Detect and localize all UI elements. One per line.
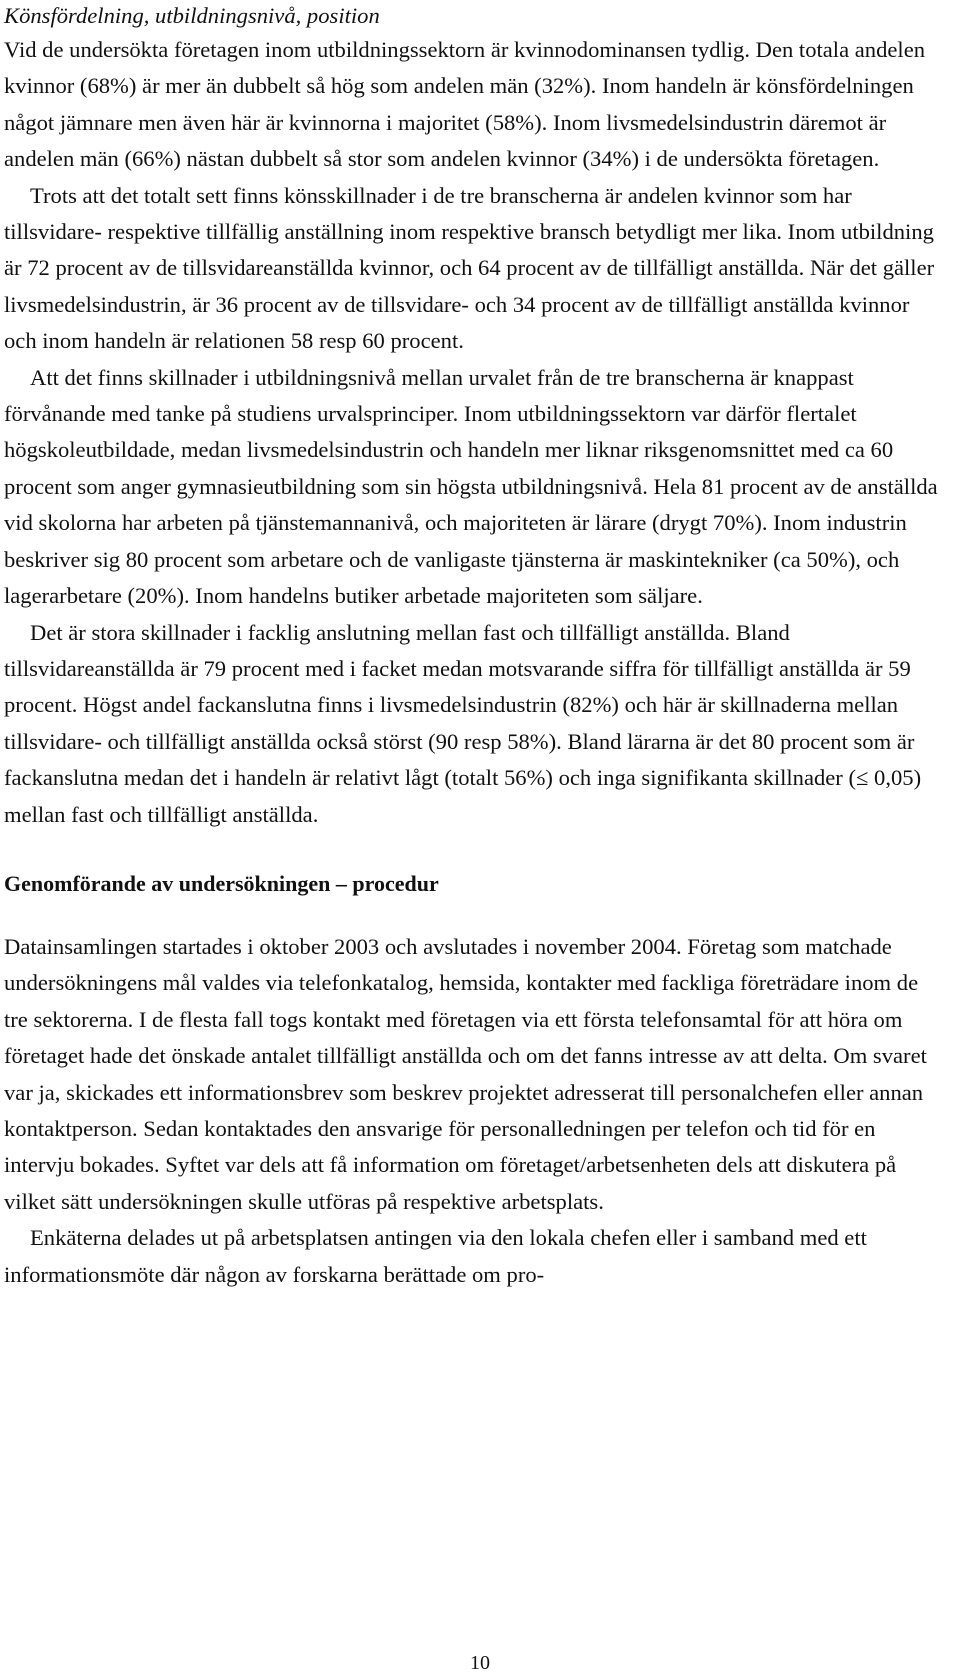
paragraph: Trots att det totalt sett finns könsskillnader i de tre branscherna är andelen kvinnor som har tillsvidare- respektive tillfällig anställning inom respektive bransch betydligt mer lika. Inom utbildning är 72 procent av de tillsvidareanställda kvinnor, och 64 procent av de tillfälligt anställda. När det gäller livsmedelsindustrin, är 36 procent av de tillsvidare- och 34 procent av de tillfälligt anställda kvinnor och inom handeln är relationen 58 resp 60 procent. (4, 182, 935, 354)
page-number: 10 (470, 1652, 490, 1674)
section-spacer (4, 833, 944, 869)
section-konsfordelning (4, 0, 944, 833)
paragraph: Att det finns skillnader i utbildningsnivå mellan urvalet från de tre branscherna är knappast förvånande med tanke på studiens urvalsprinciper. Inom utbildningssektorn var därför flertalet högskoleutbildade, medan livsmedelsindustrin och handeln mer liknar riksgenomsnittet med ca 60 procent som anger gymnasieutbildning som sin högsta utbildningsnivå. Hela 81 procent av de anställda vid skolorna har arbeten på tjänstemannanivå, och majoriteten är lärare (drygt 70%). Inom industrin beskriver sig 80 procent som arbetare och de vanligaste tjänsterna är maskintekniker (ca 50%), och lagerarbetare (20%). Inom handelns butiker arbetade majoriteten som säljare. (4, 364, 938, 609)
heading-spacer (4, 899, 944, 929)
section-heading: Könsfördelning, utbildningsnivå, position (4, 3, 380, 28)
paragraph: Datainsamlingen startades i oktober 2003 och avslutades i november 2004. Företag som matchade undersökningens mål valdes via telefonkatalog, hemsida, kontakter med fackliga företrädare inom de tre sektorerna. I de flesta fall togs kontakt med företagen via ett första telefonsamtal för att höra om företaget hade det önskade antalet tillfälligt anställda och om det fanns intresse av att delta. Om svaret var ja, skickades ett informationsbrev som beskrev projektet adresserat till personalchefen eller annan kontaktperson. Sedan kontaktades den ansvarige för personalledningen per telefon och tid för en intervju bokades. Syftet var dels att få information om företaget/arbetsenheten dels att diskutera på vilket sätt undersökningen skulle utföras på respektive arbetsplats. (4, 933, 927, 1214)
document-page (4, 0, 944, 1293)
section-genomforande (4, 869, 944, 1293)
section-heading: Genomförande av undersökningen – procedur (4, 870, 439, 896)
paragraph: Vid de undersökta företagen inom utbildningssektorn är kvinnodominansen tydlig. Den totala andelen kvinnor (68%) är mer än dubbelt så hög som andelen män (32%). Inom handeln är könsfördelningen något jämnare men även här är kvinnorna i majoritet (58%). Inom livsmedelsindustrin däremot är andelen män (66%) nästan dubbelt så stor som andelen kvinnor (34%) i de undersökta företagen. (4, 37, 926, 172)
paragraph: Det är stora skillnader i facklig anslutning mellan fast och tillfälligt anställda. Bland tillsvidareanställda är 79 procent med i facket medan motsvarande siffra för tillfälligt anställda är 59 procent. Högst andel fackanslutna finns i livsmedelsindustrin (82%) och här är skillnaderna mellan tillsvidare- och tillfälligt anställda också störst (90 resp 58%). Bland lärarna är det 80 procent som är fackanslutna medan det i handeln är relativt lågt (totalt 56%) och inga signifikanta skillnader (≤ 0,05) mellan fast och tillfälligt anställda. (4, 619, 922, 827)
paragraph: Enkäterna delades ut på arbetsplatsen antingen via den lokala chefen eller i samband med ett informationsmöte där någon av forskarna berättade om pro- (4, 1225, 867, 1287)
